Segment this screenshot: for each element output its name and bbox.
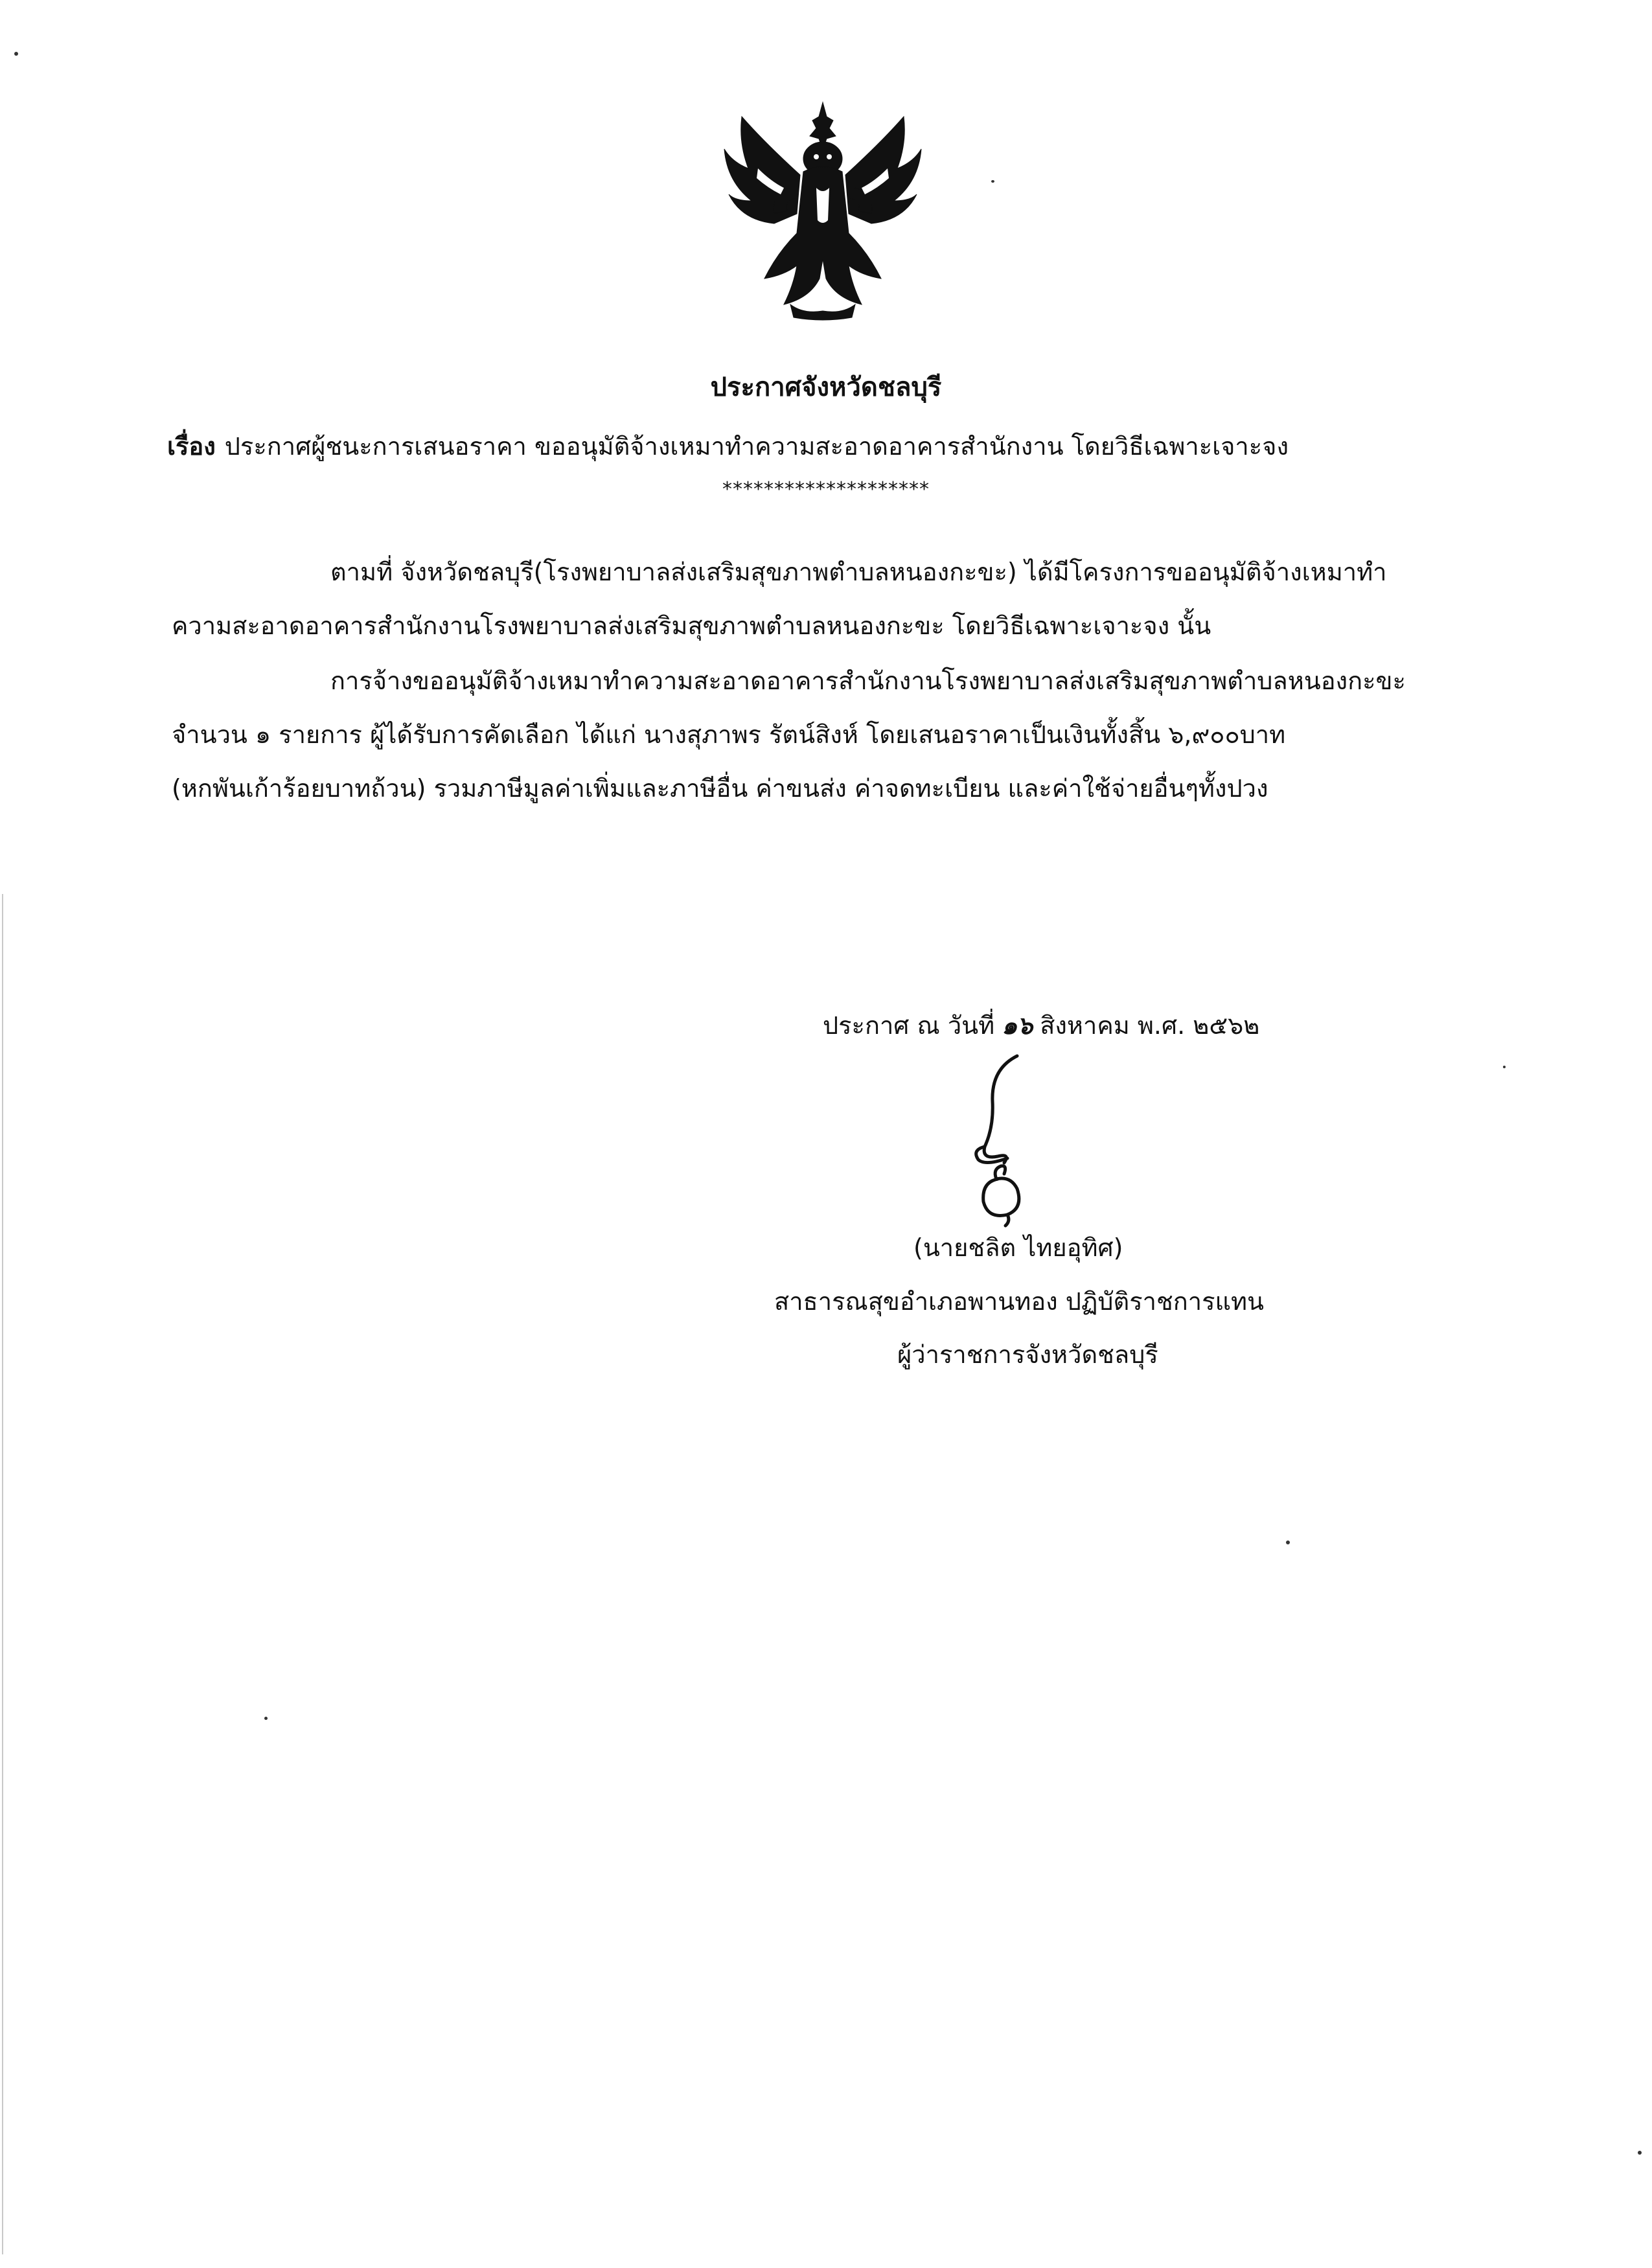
scan-speck bbox=[991, 180, 994, 183]
scan-speck bbox=[1503, 1066, 1506, 1068]
date-day: ๑๖ bbox=[1002, 1011, 1033, 1040]
garuda-emblem-icon bbox=[713, 91, 933, 324]
handwritten-signature-icon bbox=[920, 1049, 1075, 1231]
announcement-date bbox=[823, 1005, 1259, 1045]
body-line-4: จำนวน ๑ รายการ ผู้ได้รับการคัดเลือก ได้แก่ นางสุภาพร รัตน์สิงห์ โดยเสนอราคาเป็นเงินทั้งสิ้น ๖,๙๐๐บาท bbox=[172, 720, 1286, 749]
separator-stars: ******************** bbox=[722, 478, 930, 501]
signer-position-line-2: ผู้ว่าราชการจังหวัดชลบุรี bbox=[897, 1340, 1158, 1369]
subject-label: เรื่อง bbox=[167, 432, 216, 461]
announcement-title: ประกาศจังหวัดชลบุรี bbox=[710, 372, 942, 402]
body-line-1: ตามที่ จังหวัดชลบุรี(โรงพยาบาลส่งเสริมสุขภาพตำบลหนองกะขะ) ได้มีโครงการขออนุมัติจ้างเหมาทำ bbox=[330, 558, 1387, 586]
body-line-2: ความสะอาดอาคารสำนักงานโรงพยาบาลส่งเสริมสุขภาพตำบลหนองกะขะ โดยวิธีเฉพาะเจาะจง นั้น bbox=[172, 612, 1211, 640]
subject-line bbox=[167, 426, 1289, 466]
body-line-3: การจ้างขออนุมัติจ้างเหมาทำความสะอาดอาคารสำนักงานโรงพยาบาลส่งเสริมสุขภาพตำบลหนองกะขะ bbox=[330, 667, 1406, 695]
subject-text: ประกาศผู้ชนะการเสนอราคา ขออนุมัติจ้างเหมาทำความสะอาดอาคารสำนักงาน โดยวิธีเฉพาะเจาะจง bbox=[224, 432, 1289, 461]
scan-margin-line bbox=[2, 894, 3, 2254]
scan-speck bbox=[1638, 2151, 1642, 2155]
scan-speck bbox=[264, 1717, 268, 1720]
signer-name: (นายชลิต ไทยอุทิศ) bbox=[913, 1233, 1123, 1262]
scan-speck bbox=[1286, 1541, 1290, 1544]
signer-position-line-1: สาธารณสุขอำเภอพานทอง ปฏิบัติราชการแทน bbox=[774, 1287, 1265, 1316]
date-prefix: ประกาศ ณ วันที่ bbox=[823, 1011, 995, 1040]
body-line-5: (หกพันเก้าร้อยบาทถ้วน) รวมภาษีมูลค่าเพิ่มและภาษีอื่น ค่าขนส่ง ค่าจดทะเบียน และค่าใช้จ่ายอื่นๆทั้งปวง bbox=[172, 774, 1268, 803]
date-suffix: สิงหาคม พ.ศ. ๒๕๖๒ bbox=[1040, 1011, 1260, 1040]
scan-speck bbox=[14, 52, 18, 56]
